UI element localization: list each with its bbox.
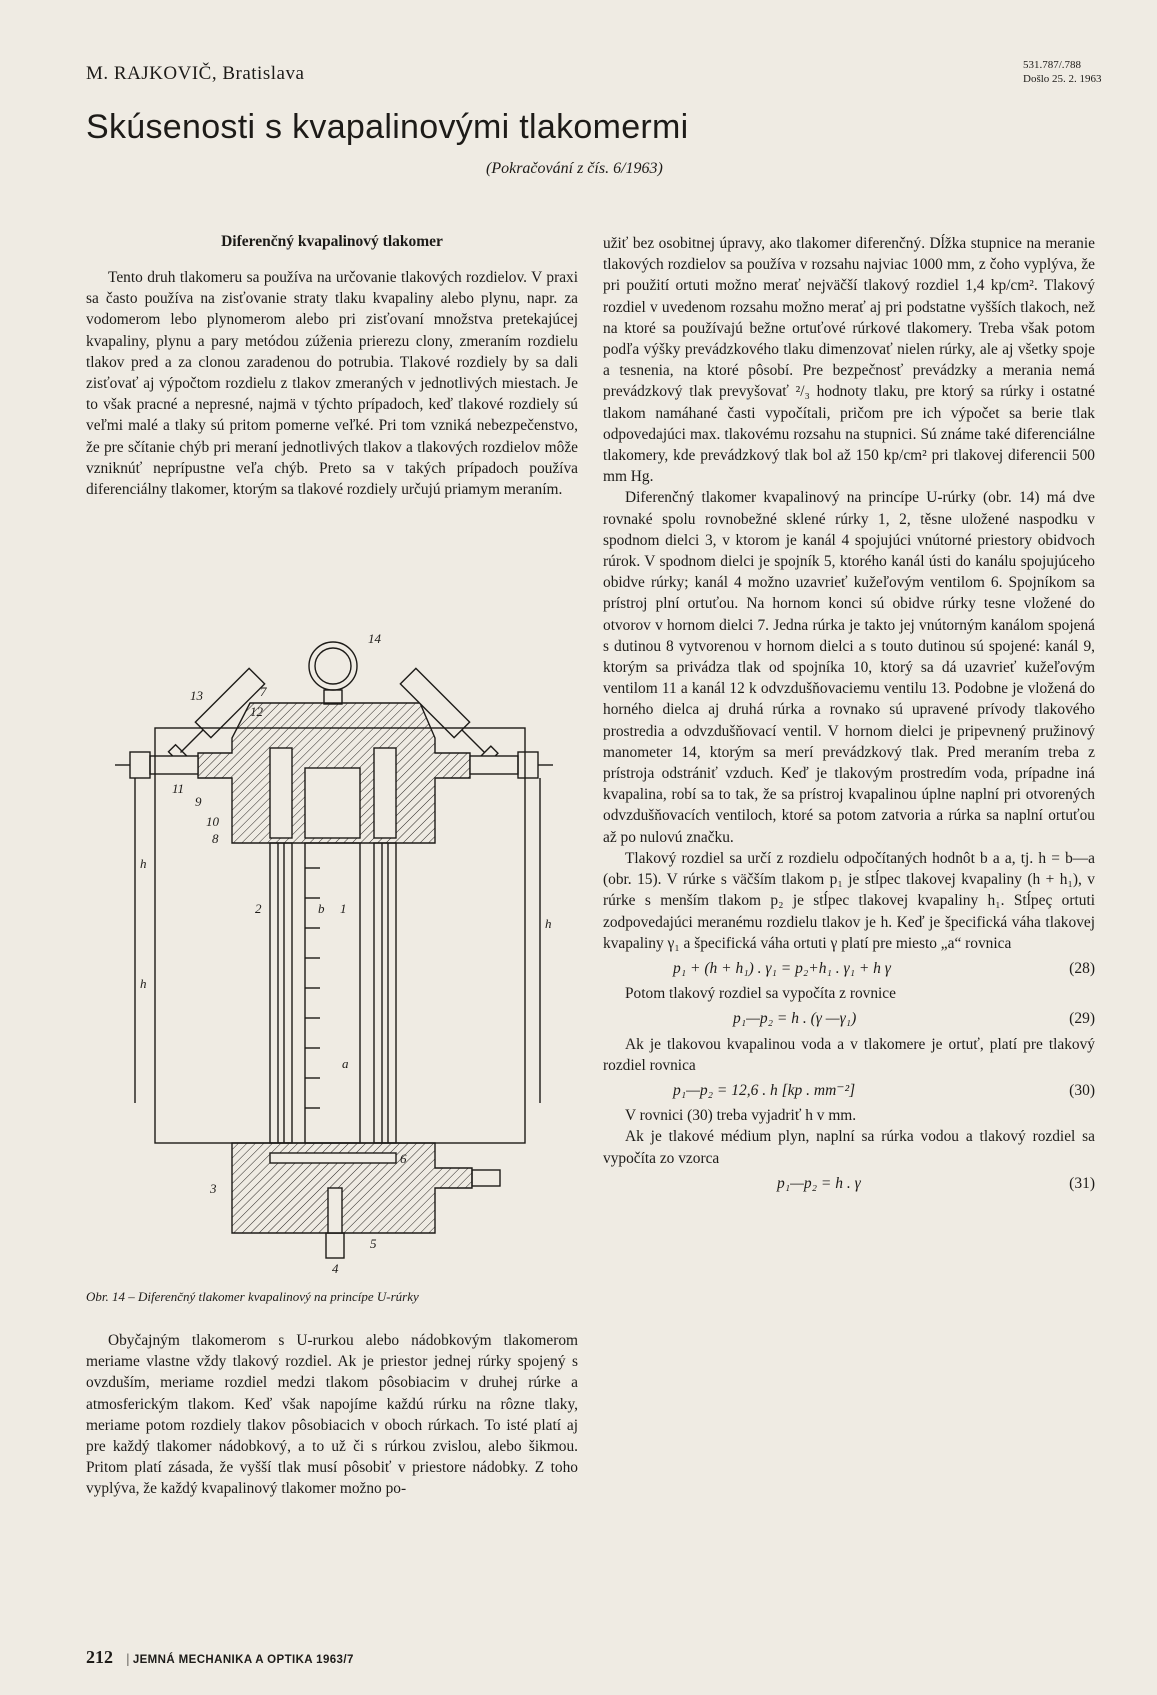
equation-formula: p₁—p₂ = h . γ — [777, 1174, 861, 1192]
page-footer — [86, 1647, 354, 1668]
left-column-top — [86, 267, 578, 500]
received-date: Došlo 25. 2. 1963 — [1023, 73, 1102, 85]
label-13: 13 — [190, 688, 203, 703]
paragraph: V rovnici (30) treba vyjadriť h v mm. — [625, 1107, 857, 1125]
page-number: 212 — [86, 1647, 113, 1667]
label-1: 1 — [340, 901, 347, 916]
label-7: 7 — [260, 684, 267, 699]
label-a: a — [342, 1056, 349, 1071]
continuation-note: (Pokračování z čís. 6/1963) — [486, 160, 663, 177]
paragraph: Obyčajným tlakomerom s U-rurkou alebo nádobkovým tlakomerom meriame vlastne vždy tlakový rozdiel. Ak je priestor jednej rúrky spojený s ovzduším, meriame rozdiel medzi tlakom pôsobiacim v druhej rúrke a atmosferickým tlakom. Keď však napojíme každú rúrku na rôzne tlaky, meriame potom rozdiely tlakov pôsobiacich v oboch rúrkach. To isté platí aj pre každý tlakomer nádobkový, a to už či s rúrkou zvislou, alebo šikmou. Pritom platí zásada, že vyšší tlak musí pôsobiť v priestore nádobky. Z toho vyplýva, že každý kvapalinový tlakomer možno po- — [86, 1332, 578, 1498]
paragraph: Potom tlakový rozdiel sa vypočíta z rovnice — [625, 985, 896, 1003]
label-11: 11 — [172, 781, 185, 796]
left-column-bottom — [86, 1330, 578, 1500]
right-column — [603, 233, 1095, 1198]
equation-formula: p₁—p₂ = h . (γ —γ₁) — [733, 1010, 857, 1028]
udc-block — [1023, 58, 1102, 86]
equation-number: (30) — [1069, 1081, 1095, 1099]
equation-number: (28) — [1069, 959, 1095, 977]
equation-31 — [603, 1169, 1095, 1198]
paragraph: užiť bez osobitnej úpravy, ako tlakomer diferenčný. Dĺžka stupnice na meranie tlakových rozdielov sa používa v rozsahu najviac 1000 mm, z čoho vyplýva, že pri použití ortuti možno merať nejväčší tlakový rozdiel 1,4 kp/cm². Tlakový rozdiel v uvedenom rozsahu možno merať aj pri podstatne vyšších tlakoch, než na ktoré sa používajú bežne ortuťové rúrkové tlakomery. Treba však potom podľa výšky prevádzkového tlaku dimenzovať nielen rúrky, ale aj všetky spoje a tesnenia, na ktoré pôsobí. Pre bezpečnosť prevádzky a merania nemá prevádzkový tlak prevyšovať ²/₃ hodnoty tlaku, pre ktorý sa rúrky i ostatné tlakom namáhané časti vypočítali, pričom pre ich výpočet sa berie tlak odpovedajúci max. tlakovému rozsahu na stupnici. Sú známe také diferenciálne tlakomery, kde prevádzkový tlak bol až 150 kp/cm² pri tlakovej diferencii 500 mm Hg. — [603, 235, 1095, 486]
label-14: 14 — [368, 631, 381, 646]
author-line: M. RAJKOVIČ, Bratislava — [86, 63, 305, 84]
label-b: b — [318, 901, 325, 916]
label-10: 10 — [206, 814, 219, 829]
label-3: 3 — [210, 1181, 217, 1196]
paragraph: Ak je tlakovou kvapalinou voda a v tlakomere je ortuť, platí pre tlakový rozdiel rovnica — [603, 1035, 1095, 1074]
section-heading: Diferenčný kvapalinový tlakomer — [221, 233, 443, 250]
label-9: 9 — [195, 794, 202, 809]
label-12: 12 — [250, 704, 263, 719]
equation-formula: p₁ + (h + h₁) . γ₁ = p₂+h₁ . γ₁ + h γ — [673, 959, 891, 977]
label-h: h — [140, 976, 147, 991]
paragraph: Diferenčný tlakomer kvapalinový na princípe U-rúrky (obr. 14) má dve rovnaké spolu rovnobežné sklené rúrky 1, 2, těsne uložené naspodku v spodnom dielci 3, v ktorom je kanál 4 spojujúci vnútorné priestory obidvoch rúrok. V spodnom dielci je spojník 5, ktorého kanál ústi do kanálu spojujúceho obidve rúrky; kanál 4 možno uzavrieť kužeľovým ventilom 6. Spojníkom sa prístroj plní ortuťou. Na hornom konci sú obidve rúrky tesne vložené do otvorov v hornom dielci 7. Jedna rúrka je takto jej vnútorným kanálom spojená s dutinou 8 vytvorenou v hornom dielci a s touto dutinou sú spojené: kanál 9, ktorým sa privádza tlak od spojníka 10, ktorý sa dá uzavrieť kužeľovým ventilom 11 a kanál 12 k odvzdušňovaciemu ventilu 13. Podobne je vložená do horného dielca aj druhá rúrka a rovnako sú upravené prívody tlakového prostredia a odvzdušňovací ventil. V hornom dielci je pripevnený pružinový manometer 14, ktorým sa merí prevádzkový tlak. Pred meraním treba z prístroja odstrániť vzduch. Keď je tlakovým prostredím voda, prípadne iná kvapalina, robí sa to tak, že sa prístroj kvapalinou úplne naplní pri otvorených odvzdušňovacích ventiloch, ktoré sa potom zatvoria a rúrka sa naplní ortuťou až po nulovú značku. — [603, 489, 1095, 846]
equation-29 — [603, 1004, 1095, 1033]
label-2: 2 — [255, 901, 262, 916]
journal-name: JEMNÁ MECHANIKA A OPTIKA 1963/7 — [132, 1654, 354, 1666]
label-8: 8 — [212, 831, 219, 846]
paragraph: Tento druh tlakomeru sa používa na určovanie tlakových rozdielov. V praxi sa často používa na zisťovanie straty tlaku kvapaliny alebo plynu, napr. za vodomerom lebo plynomerom alebo pri zisťovaní množstva pretekajúcej kvapaliny, plynu a pary metódou zúženia prierezu clony, zmeraním rozdielu tlakov pred a za clonou zaradenou do potrubia. Tlakové rozdiely by sa dali zisťovať aj výpočtom rozdielu z tlakov zmeraných v jednotlivých miestach. Je to však pracné a nepresné, najmä v týchto prípadoch, keď tlakové rozdiely sú veľmi malé a tlaky sú pritom pomerne veľké. Pri tom vzniká nebezpečenstvo, že pre sčítanie chýb pri meraní jednotlivých tlakov a tlakových rozdielov môže vzniknúť neprípustne veľa chýb. Preto sa v takých prípadoch používa diferenciálny tlakomer, ktorým sa tlakové rozdiely určujú priamym meraním. — [86, 269, 578, 499]
label-5: 5 — [370, 1236, 377, 1251]
label-h-right: h — [545, 916, 552, 931]
article-title: Skúsenosti s kvapalinovými tlakomermi — [86, 108, 689, 146]
equation-number: (29) — [1069, 1010, 1095, 1028]
equation-number: (31) — [1069, 1174, 1095, 1192]
paragraph: Ak je tlakové médium plyn, naplní sa rúrka vodou a tlakový rozdiel sa vypočíta zo vzorca — [603, 1128, 1095, 1167]
equation-28 — [603, 954, 1095, 983]
equation-30 — [603, 1076, 1095, 1105]
equation-formula: p₁—p₂ = 12,6 . h [kp . mm⁻²] — [673, 1081, 856, 1099]
udc-code: 531.787/.788 — [1023, 59, 1082, 71]
manometer-gauge — [309, 642, 357, 690]
label-4: 4 — [332, 1261, 339, 1276]
label-6: 6 — [400, 1151, 407, 1166]
figure-caption: Obr. 14 – Diferenčný tlakomer kvapalinový na princípe U-rúrky — [86, 1289, 419, 1304]
paragraph: Tlakový rozdiel sa určí z rozdielu odpočítaných hodnôt b a a, tj. h = b—a (obr. 15). V rúrke s väčším tlakom p₁ je stĺpec tlakovej kvapaliny (h + h₁), v rúrke s menším tlakom p₂ je stĺpec tlakovej kvapaliny h₁. Stĺpeç ortuti zodpovedajúci meranému rozdielu tlakov je h. Keď je špecifická váha tlakovej kvapaliny γ₁ a špecifická váha ortuti γ platí pre miesto „a“ rovnica — [603, 849, 1095, 952]
label-h1: h — [140, 856, 147, 871]
footer-divider: | — [126, 1652, 130, 1667]
figure-14-drawing — [100, 628, 570, 1278]
